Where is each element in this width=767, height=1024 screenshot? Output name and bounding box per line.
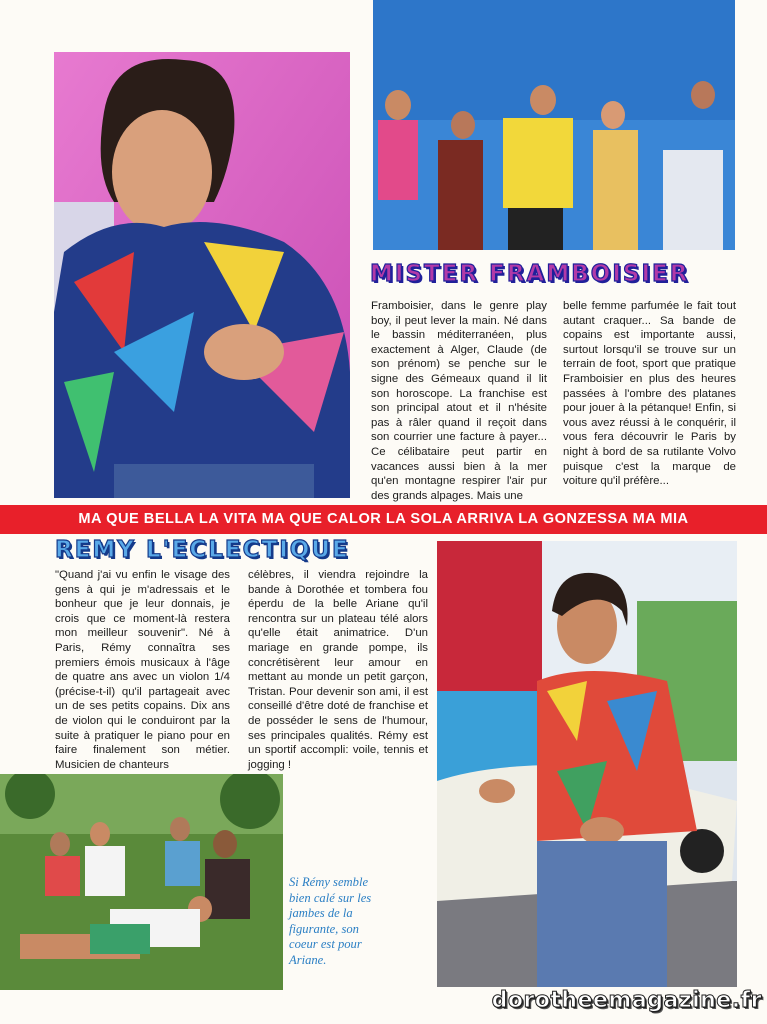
article-title-mister-framboisier: MISTER FRAMBOISIER [370, 261, 690, 287]
article-text-col1: Framboisier, dans le genre play boy, il peut lever la main. Né dans le bassin méditerranéen, plus exactement à Alger, Claude (de son prénom) se penche sur le signe des Gémeaux quand il lit son horoscope. La franchise est son principal atout et il n'hésite pas à râler quand il reçoit dans son courrier une facture à payer... Ce célibataire peut partir en vacances aussi bien à la mer qu'en montagne respirer l'air pur des grands alpages. Mais une [371, 300, 547, 502]
photo-remy-standing [437, 541, 737, 987]
photo-framboisier-portrait [54, 52, 350, 498]
article-text-col2: belle femme parfumée le fait tout autant craquer... Sa bande de copains est importante aussi, surtout lorsqu'il se trouve sur un terrain de foot, sport que pratique Framboisier en plus des heures passées à l'ombre des platanes pour jouer à la pétanque! Enfin, si vous avez réussi à le conquérir, il vous fera découvrir le Paris by night à bord de sa rutilante Volvo puisque c'est la marque de voiture qu'il préfère... [563, 300, 736, 488]
photo-caption: Si Rémy semble bien calé sur les jambes de la figurante, son coeur est pour Ariane. [289, 875, 372, 967]
footer-credit: dorotheemagazine.fr [491, 988, 762, 1013]
article2-text-col2: célèbres, il viendra rejoindre la bande à Dorothée et tombera fou éperdu de la belle Ariane qu'il rencontra sur un plateau télé alors qu'elle était animatrice. D'un mariage en grande pompe, ils concrétisèrent leur amour en mettant au monde un petit garçon, Tristan. Pour devenir son ami, il est conseillé d'être doté de franchise et de posséder le sens de l'humour, ses principales qualités. Rémy est un sportif accompli: voile, tennis et jogging ! [248, 569, 428, 771]
slogan-banner-text: MA QUE BELLA LA VITA MA QUE CALOR LA SOLA ARRIVA LA GONZESSA MA MIA [78, 511, 689, 527]
article2-text-col1: "Quand j'ai vu enfin le visage des gens à qui je m'adressais et le bonheur que je leur donnais, je crois que ce moment-là restera mon meilleur souvenir". Né à Paris, Rémy connaîtra ses premiers émois musicaux à l'âge de quatre ans avec un violon 1/4 (précise-t-il) qu'il partageait avec un de ses petits copains. Dix ans de violon qui le conduiront par la suite à pratiquer le piano pour en faire finalement son métier. Musicien de chanteurs [55, 569, 230, 771]
slogan-banner [0, 505, 767, 534]
photo-dancing-group [373, 0, 735, 250]
article-title-remy: REMY L'ECLECTIQUE [55, 537, 350, 563]
photo-group-on-grass [0, 774, 283, 990]
